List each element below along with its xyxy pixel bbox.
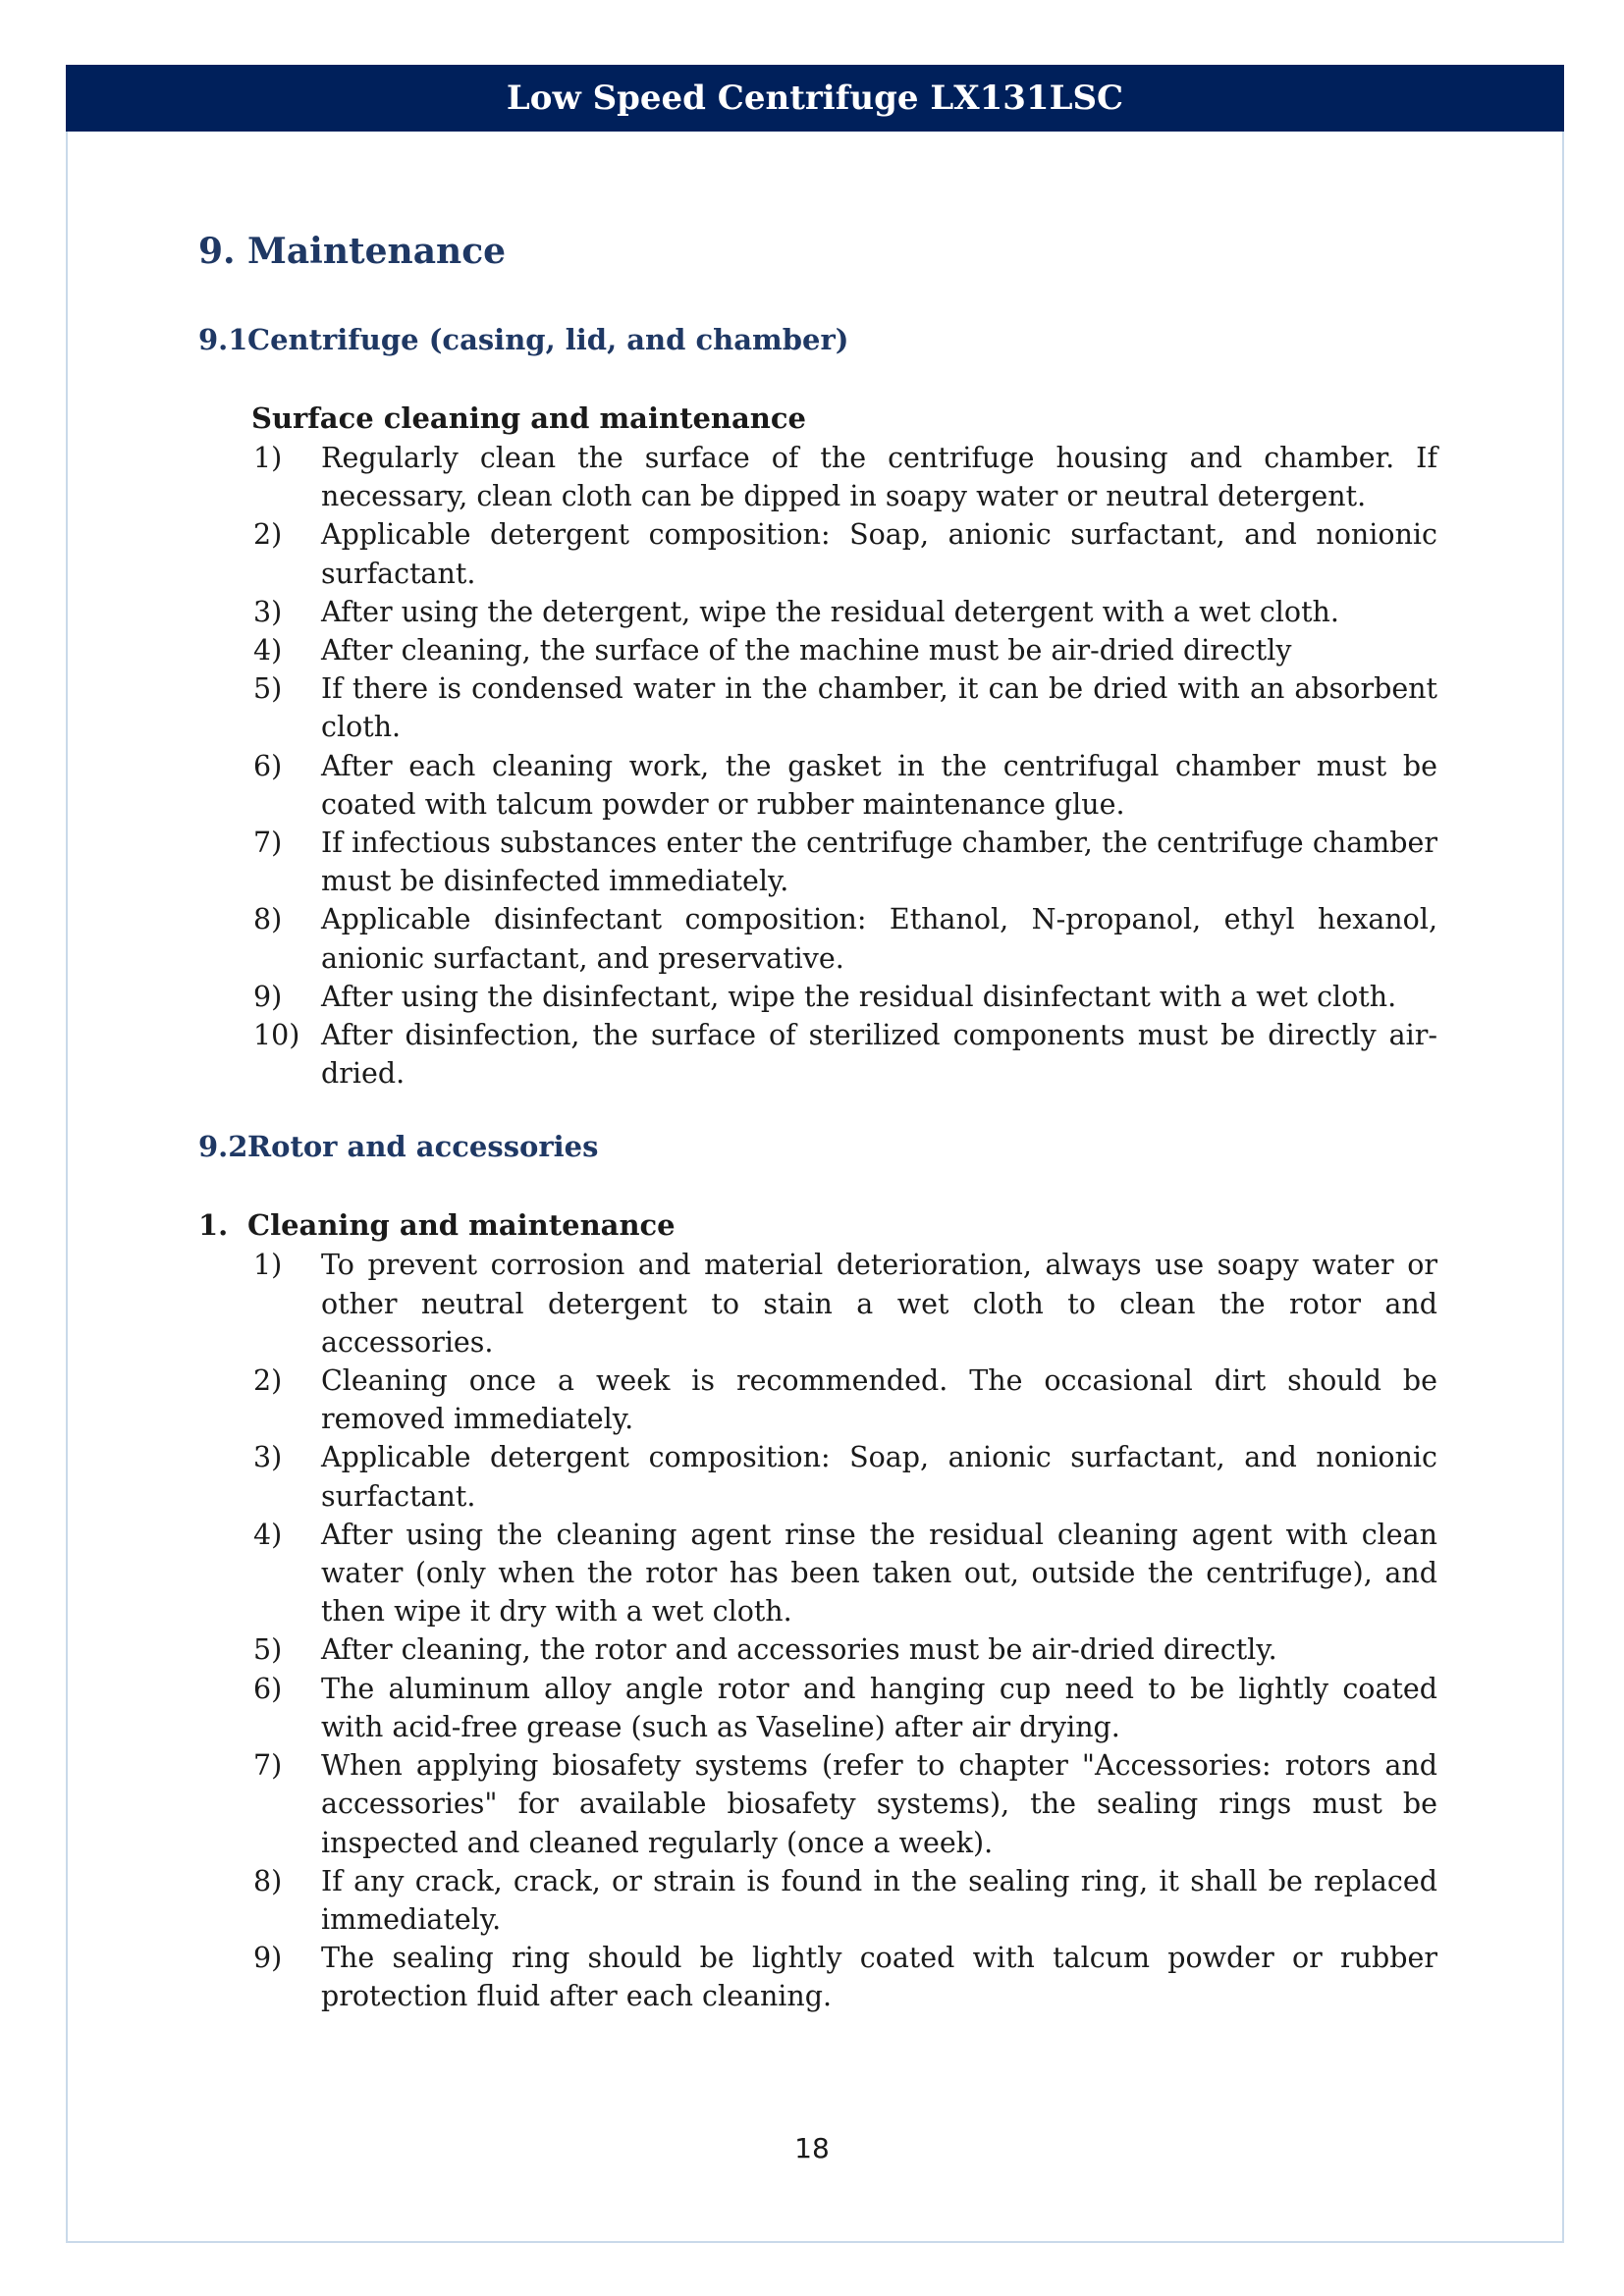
subsection-title: Centrifuge (casing, lid, and chamber) xyxy=(247,323,849,356)
section-title: Maintenance xyxy=(247,231,507,272)
list-item xyxy=(198,1438,1437,1515)
document-title: Low Speed Centrifuge LX131LSC xyxy=(506,79,1124,118)
list-item-number: 5) xyxy=(253,672,283,706)
list-item-number: 7) xyxy=(253,827,283,860)
subsection-number: 9.2 xyxy=(198,1130,248,1164)
list-item-text: After each cleaning work, the gasket in the centrifugal chamber must be coated with talcum powder or rubber maintenance glue. xyxy=(321,749,1437,821)
subsection-number: 9.1 xyxy=(198,323,248,356)
section-heading xyxy=(198,231,1437,272)
list-item-number: 1) xyxy=(253,442,283,474)
list-item-number: 3) xyxy=(253,595,283,628)
list-item-text: Applicable disinfectant composition: Ethanol, N-propanol, ethyl hexanol, anionic surfactant, and preservative. xyxy=(321,903,1437,975)
subsection-heading-1 xyxy=(198,323,1437,356)
list-item-text: After disinfection, the surface of sterilized components must be directly air-dried. xyxy=(321,1019,1437,1091)
list-item-text: If there is condensed water in the chamber, it can be dried with an absorbent cloth. xyxy=(321,672,1437,744)
list-item-text: Applicable detergent composition: Soap, anionic surfactant, and nonionic surfactant. xyxy=(321,1441,1437,1513)
list-item-number: 2) xyxy=(253,1364,283,1398)
list-item-number: 8) xyxy=(253,1864,283,1897)
list-item-text: Applicable detergent composition: Soap, anionic surfactant, and nonionic surfactant. xyxy=(321,518,1437,590)
list-item-number: 4) xyxy=(253,1518,283,1551)
list-item-text: After using the disinfectant, wipe the residual disinfectant with a wet cloth. xyxy=(321,980,1397,1013)
list-item xyxy=(198,1016,1437,1093)
subsection-title: Rotor and accessories xyxy=(247,1130,599,1164)
list-item-number: 9) xyxy=(253,1942,283,1975)
list-item xyxy=(198,1746,1437,1862)
list-item-text: After using the cleaning agent rinse the residual cleaning agent with clean water (only when the rotor has been taken out, outside the centrifuge), and then wipe it dry with a wet cloth. xyxy=(321,1518,1437,1629)
list-item xyxy=(198,1862,1437,1939)
page-number: 18 xyxy=(794,2132,830,2164)
list-item-number: 2) xyxy=(253,518,283,552)
list-item xyxy=(198,439,1437,515)
list-item-number: 7) xyxy=(253,1749,283,1783)
list-item-text: When applying biosafety systems (refer to chapter "Accessories: rotors and accessories" for available biosafety systems), the sealing rings must be inspected and cleaned regularly (once a week). xyxy=(321,1749,1437,1859)
list-item-number: 3) xyxy=(253,1441,283,1474)
list-item-text: After cleaning, the rotor and accessories must be air-dried directly. xyxy=(321,1633,1277,1667)
list-item-text: The sealing ring should be lightly coated with talcum powder or rubber protection fluid after each cleaning. xyxy=(321,1942,1437,2013)
list-item xyxy=(198,669,1437,746)
list-item-number: 10) xyxy=(253,1019,300,1052)
list-item-number: 9) xyxy=(253,980,283,1013)
list-item xyxy=(198,1670,1437,1746)
list-item-number: 5) xyxy=(253,1633,283,1667)
list-item xyxy=(198,824,1437,900)
subsection-heading-2 xyxy=(198,1130,1437,1163)
list-item-text: Cleaning once a week is recommended. The occasional dirt should be removed immediately. xyxy=(321,1364,1437,1436)
list-item-text: The aluminum alloy angle rotor and hanging cup need to be lightly coated with acid-free grease (such as Vaseline) after air drying. xyxy=(321,1672,1437,1743)
list-item-text: After cleaning, the surface of the machine must be air-dried directly xyxy=(321,634,1292,667)
list-item-number: 1) xyxy=(253,1249,283,1282)
list-item xyxy=(198,978,1437,1016)
list-item-text: If infectious substances enter the centrifuge chamber, the centrifuge chamber must be disinfected immediately. xyxy=(321,827,1437,898)
list-item xyxy=(198,1516,1437,1631)
list-heading: Surface cleaning and maintenance xyxy=(251,401,806,435)
list-item xyxy=(198,900,1437,977)
numbered-list xyxy=(198,1246,1437,2015)
list-item xyxy=(198,1939,1437,2015)
list-item xyxy=(198,515,1437,592)
section-number: 9. xyxy=(198,231,236,272)
list-item-number: 4) xyxy=(253,634,283,667)
list-heading-text: Cleaning and maintenance xyxy=(247,1208,676,1243)
list-item-text: After using the detergent, wipe the residual detergent with a wet cloth. xyxy=(321,595,1339,628)
list-item-number: 6) xyxy=(253,749,283,782)
list-item xyxy=(198,1362,1437,1438)
list-item xyxy=(198,1246,1437,1362)
list-item-text: If any crack, crack, or strain is found in the sealing ring, it shall be replaced immediately. xyxy=(321,1864,1437,1936)
list-item-text: To prevent corrosion and material deterioration, always use soapy water or other neutral detergent to stain a wet cloth to clean the rotor and accessories. xyxy=(321,1249,1437,1359)
list-item xyxy=(198,747,1437,824)
document-header xyxy=(66,65,1564,132)
list-item-number: 6) xyxy=(253,1672,283,1705)
list-item xyxy=(198,1630,1437,1669)
list-heading xyxy=(198,1208,1437,1242)
list-heading-number: 1. xyxy=(198,1208,229,1243)
page-content xyxy=(198,231,1437,2016)
list-item-text: Regularly clean the surface of the centrifuge housing and chamber. If necessary, clean cloth can be dipped in soapy water or neutral detergent. xyxy=(321,442,1437,513)
list-item xyxy=(198,631,1437,669)
numbered-list xyxy=(198,439,1437,1093)
list-item xyxy=(198,593,1437,631)
list-item-number: 8) xyxy=(253,903,283,936)
